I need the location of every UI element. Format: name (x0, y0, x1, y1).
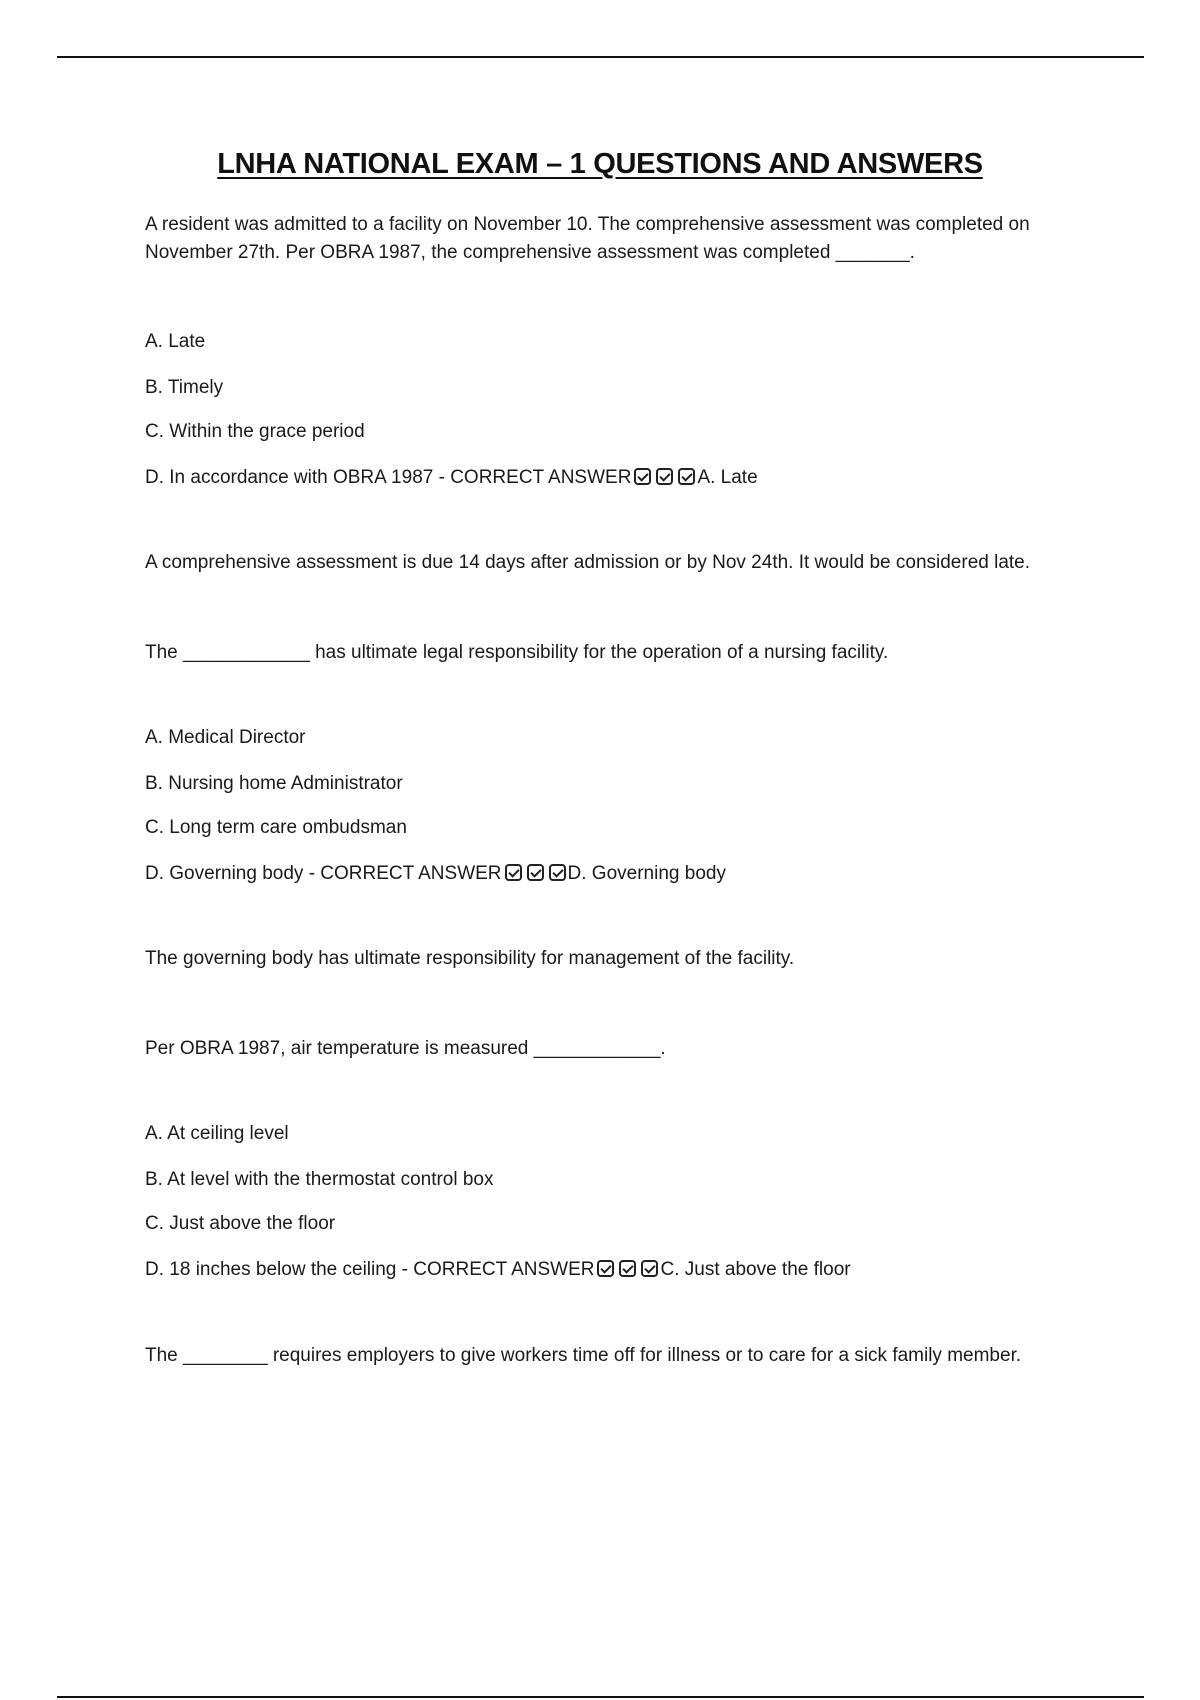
q2-option-a: A. Medical Director (145, 727, 306, 748)
top-rule (57, 56, 1144, 58)
q3-option-d (145, 1257, 1095, 1283)
checkbox-icon (656, 468, 673, 485)
document-body (145, 211, 1095, 1371)
q1-option-d (145, 465, 1095, 491)
checkbox-icon (678, 468, 695, 485)
checkbox-icon (597, 1260, 614, 1277)
checkbox-icon (634, 468, 651, 485)
q3-option-c: C. Just above the floor (145, 1213, 336, 1234)
q3-option-d-text: D. 18 inches below the ceiling - CORRECT ANSWER (145, 1259, 595, 1280)
q2-option-c: C. Long term care ombudsman (145, 817, 407, 838)
question-1-text: A resident was admitted to a facility on November 10. The comprehensive assessment was completed on November 27th. Per OBRA 1987, the comprehensive assessment was completed _______. (145, 214, 1030, 263)
question-4-text: The ________ requires employers to give workers time off for illness or to care for a sick family member. (145, 1345, 1022, 1366)
q2-explanation: The governing body has ultimate responsibility for management of the facility. (145, 948, 795, 969)
question-2-text: The ____________ has ultimate legal responsibility for the operation of a nursing facility. (145, 642, 889, 663)
q3-answer: C. Just above the floor (660, 1259, 851, 1280)
q1-explanation: A comprehensive assessment is due 14 days after admission or by Nov 24th. It would be considered late. (145, 552, 1031, 573)
checkbox-icon (505, 864, 522, 881)
checkbox-icon (527, 864, 544, 881)
q2-option-d-text: D. Governing body - CORRECT ANSWER (145, 863, 502, 884)
q3-option-b: B. At level with the thermostat control box (145, 1169, 494, 1190)
checkbox-icon (641, 1260, 658, 1277)
q3-option-a: A. At ceiling level (145, 1123, 289, 1144)
question-3-text: Per OBRA 1987, air temperature is measured ____________. (145, 1038, 666, 1059)
q1-option-a: A. Late (145, 331, 206, 352)
checkbox-icon (619, 1260, 636, 1277)
q2-option-b: B. Nursing home Administrator (145, 773, 403, 794)
q1-option-c: C. Within the grace period (145, 421, 365, 442)
document-title: LNHA NATIONAL EXAM – 1 QUESTIONS AND ANSWERS (217, 148, 983, 180)
q2-option-d (145, 861, 1095, 887)
q1-answer: A. Late (697, 467, 758, 488)
checkbox-icon (549, 864, 566, 881)
q2-answer: D. Governing body (567, 863, 726, 884)
q1-option-d-text: D. In accordance with OBRA 1987 - CORRECT ANSWER (145, 467, 632, 488)
bottom-rule (57, 1696, 1144, 1698)
q1-option-b: B. Timely (145, 377, 224, 398)
